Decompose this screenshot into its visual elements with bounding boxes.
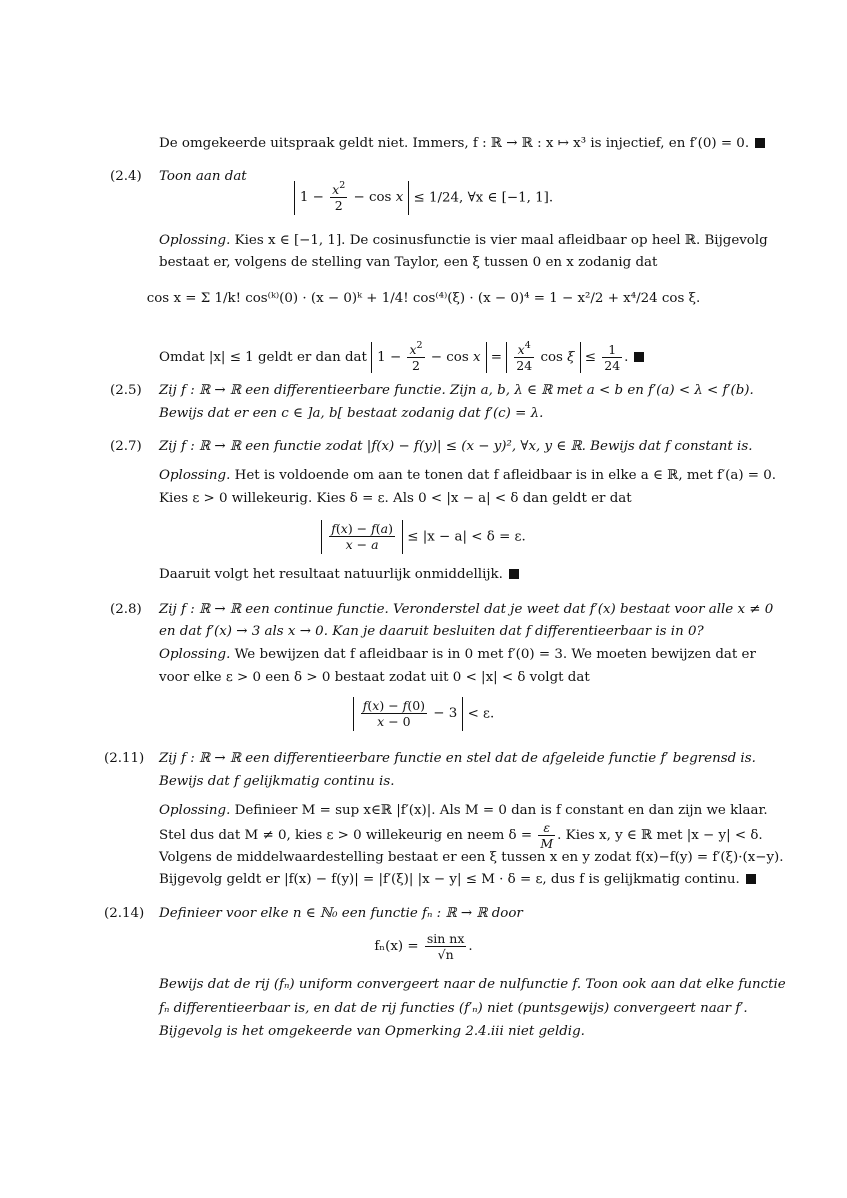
exercise-number: (2.14): [104, 906, 145, 921]
exercise-statement: Bewijs dat f gelijkmatig continu is.: [159, 774, 395, 789]
solution-text: Oplossing. Het is voldoende om aan te tonen dat f afleidbaar is in elke a ∈ ℝ, met f′(a) = 0.: [159, 468, 777, 483]
solution-text: bestaat er, volgens de stelling van Taylor, een ξ tussen 0 en x zodanig dat: [159, 255, 658, 270]
exercise-statement: Bijgevolg is het omgekeerde van Opmerking 2.4.iii niet geldig.: [159, 1024, 585, 1039]
solution-text: Stel dus dat M ≠ 0, kies ε > 0 willekeurig en neem δ = $\frac{\varepsilon}{M}$ . Kies x, y ∈ ℝ met |x − y| < δ.: [159, 820, 763, 851]
solution-text: Oplossing. Definieer M = sup x∈ℝ |f′(x)|. Als M = 0 dan is f constant en dan zijn we klaar.: [159, 803, 768, 818]
display-formula: $\frac{f(x) - f(0)}{x - 0}$ − 3 < ε.: [0, 697, 847, 731]
display-formula: 1 − $\frac{x^2}{2}$ − cos x ≤ 1/24, ∀x ∈ [−1, 1].: [0, 181, 847, 215]
exercise-statement: Definieer voor elke n ∈ ℕ₀ een functie fₙ : ℝ → ℝ door: [159, 906, 523, 921]
solution-text: voor elke ε > 0 een δ > 0 bestaat zodat uit 0 < |x| < δ volgt dat: [159, 670, 590, 685]
exercise-number: (2.5): [110, 383, 142, 398]
exercise-statement: Zij f : ℝ → ℝ een differentieerbare functie en stel dat de afgeleide functie f′ begrensd is.: [159, 751, 756, 766]
exercise-number: (2.4): [110, 169, 142, 184]
solution-text: Oplossing. We bewijzen dat f afleidbaar is in 0 met f′(0) = 3. We moeten bewijzen dat er: [159, 647, 756, 662]
intro-text: De omgekeerde uitspraak geldt niet. Immers, f : ℝ → ℝ : x ↦ x³ is injectief, en f′(0) = 0.: [159, 133, 765, 155]
display-formula: fₙ(x) = $\frac{\text{sin nx}}{√n}$ .: [374, 931, 473, 962]
exercise-statement: en dat f′(x) → 3 als x → 0. Kan je daaruit besluiten dat f differentieerbaar is in 0?: [159, 624, 704, 639]
exercise-number: (2.8): [110, 602, 142, 617]
qed-mark: [746, 874, 756, 884]
solution-conclusion: Omdat |x| ≤ 1 geldt er dan dat 1 − $\frac{x^2}{2}$ − cos x = $\frac{x^4}{24}$ cos ξ ≤ $\frac{1}{24}$ .: [159, 342, 644, 373]
qed-mark: [509, 569, 519, 579]
exercise-statement: Bewijs dat de rij (fₙ) uniform convergeert naar de nulfunctie f. Toon ook aan dat elke functie: [159, 977, 786, 992]
exercise-statement: Toon aan dat: [159, 169, 247, 184]
exercise-statement: Zij f : ℝ → ℝ een functie zodat |f(x) − f(y)| ≤ (x − y)², ∀x, y ∈ ℝ. Bewijs dat f constant is.: [159, 439, 753, 454]
qed-mark: [634, 352, 644, 362]
display-formula: $\frac{f(x) - f(a)}{x - a}$ ≤ |x − a| < δ = ε.: [0, 520, 847, 554]
solution-text: Kies ε > 0 willekeurig. Kies δ = ε. Als 0 < |x − a| < δ dan geldt er dat: [159, 491, 632, 506]
qed-mark: [755, 138, 765, 148]
solution-text: Bijgevolg geldt er |f(x) − f(y)| = |f′(ξ)| |x − y| ≤ M · δ = ε, dus f is gelijkmatig continu.: [159, 869, 756, 891]
exercise-statement: Zij f : ℝ → ℝ een continue functie. Veronderstel dat je weet dat f′(x) bestaat voor alle x ≠ 0: [159, 602, 774, 617]
solution-text: Oplossing. Kies x ∈ [−1, 1]. De cosinusfunctie is vier maal afleidbaar op heel ℝ. Bijgevolg: [159, 233, 768, 248]
taylor-formula: cos x = Σ 1/k! cos⁽ᵏ⁾(0) · (x − 0)ᵏ + 1/4! cos⁽⁴⁾(ξ) · (x − 0)⁴ = 1 − x²/2 + x⁴/24 cos ξ.: [146, 291, 701, 306]
exercise-number: (2.7): [110, 439, 142, 454]
exercise-statement: Zij f : ℝ → ℝ een differentieerbare functie. Zijn a, b, λ ∈ ℝ met a < b en f′(a) < λ < f′(b).: [159, 383, 754, 398]
solution-conclusion: Daaruit volgt het resultaat natuurlijk onmiddellijk.: [159, 564, 519, 586]
exercise-number: (2.11): [104, 751, 145, 766]
solution-text: Volgens de middelwaardestelling bestaat er een ξ tussen x en y zodat f(x)−f(y) = f′(ξ)·(x−y).: [159, 850, 784, 865]
exercise-statement: fₙ differentieerbaar is, en dat de rij functies (f′ₙ) niet (puntsgewijs) convergeert naar f′.: [159, 1001, 748, 1016]
exercise-statement: Bewijs dat er een c ∈ ]a, b[ bestaat zodanig dat f′(c) = λ.: [159, 406, 544, 421]
